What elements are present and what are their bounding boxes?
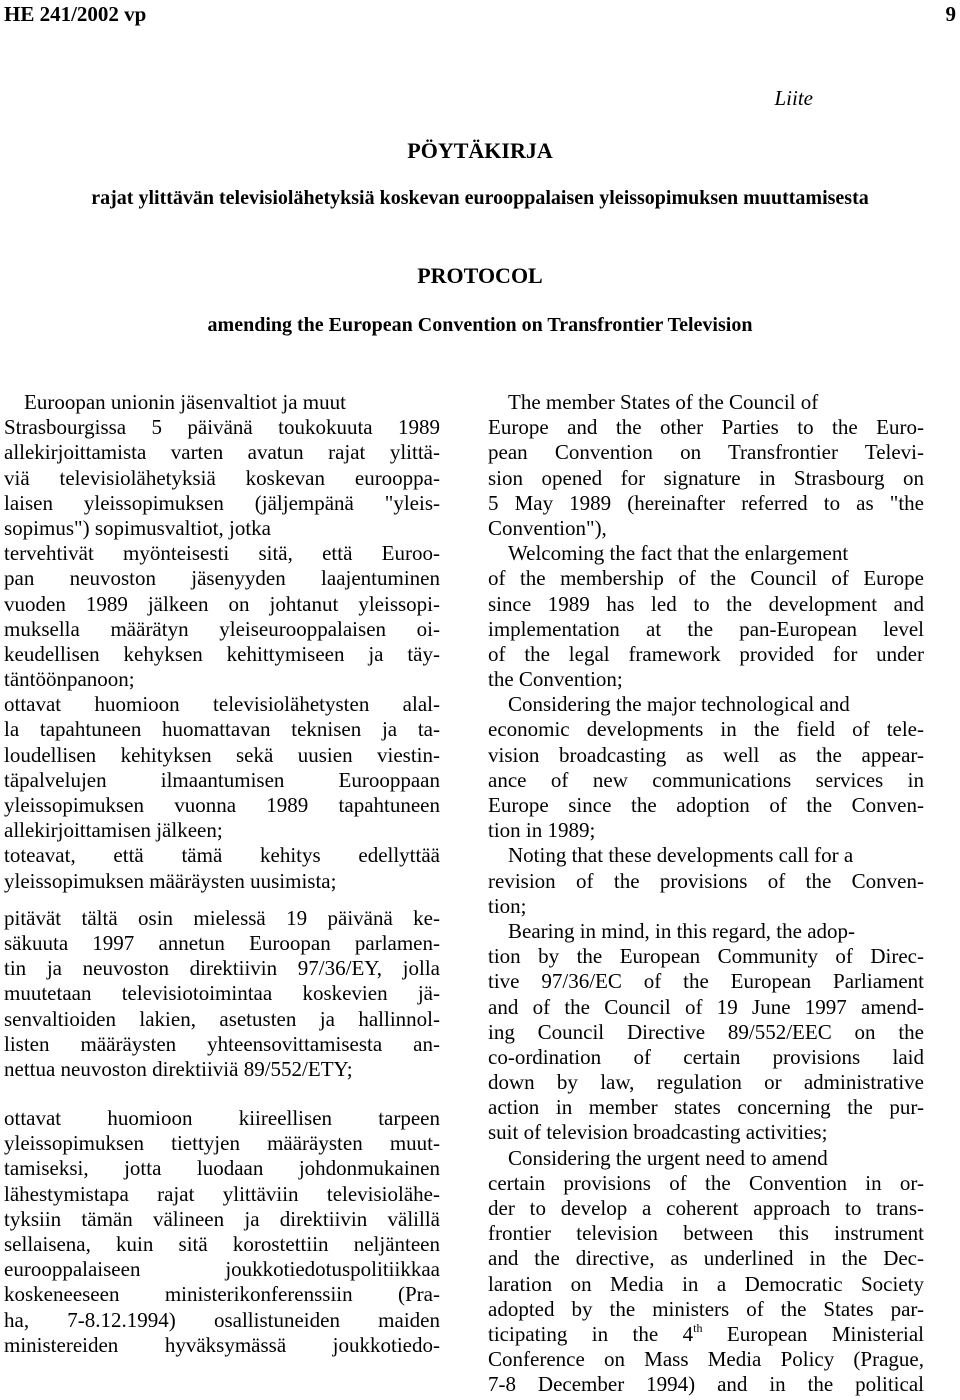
text-line: Welcoming the fact that the enlargement <box>508 541 849 566</box>
text-line: yleissopimuksen tiettyjen määräysten muut- <box>4 1131 440 1156</box>
text-line: loudellisen kehityksen sekä uusien viestin- <box>4 742 440 767</box>
text-line: senvaltioiden lakien, asetusten ja hallinnol- <box>4 1006 440 1031</box>
text-line: säkuuta 1997 annetun Euroopan parlamen- <box>4 930 440 955</box>
text-line: adopted by the ministers of the States par- <box>488 1296 924 1321</box>
text-line: the Convention; <box>488 667 623 692</box>
text-line: of the legal framework provided for under <box>488 641 924 666</box>
text-line: täntöönpanoon; <box>4 667 135 692</box>
text-line: The member States of the Council of <box>508 390 819 414</box>
text-line: since 1989 has led to the development and <box>488 591 924 616</box>
text-line: muutetaan televisiotoimintaa koskevien jä- <box>4 981 440 1006</box>
english-subtitle: amending the European Convention on Transfrontier Television <box>207 314 753 336</box>
text-line: certain provisions of the Convention in or- <box>488 1170 924 1195</box>
text-line: tyksiin tämän välineen ja direktiivin välillä <box>4 1206 440 1231</box>
english-text-column <box>488 390 924 1398</box>
text-line: sellaisena, kuin sitä korostettiin neljänteen <box>4 1232 440 1256</box>
text-line: Conference on Mass Media Policy (Prague, <box>488 1347 924 1372</box>
annex-label: Liite <box>774 86 813 110</box>
text-line: ance of new communications services in <box>488 767 924 792</box>
text-line: and the directive, as underlined in the Dec- <box>488 1246 924 1271</box>
text-line: tive 97/36/EC of the European Parliament <box>488 969 924 994</box>
text-line: Considering the urgent need to amend <box>508 1145 828 1170</box>
ordinal-superscript: th <box>693 1320 703 1335</box>
text-line: tamiseksi, jotta luodaan johdonmukainen <box>4 1156 440 1181</box>
text-line: Europe since the adoption of the Conven- <box>488 793 924 817</box>
text-line: sion opened for signature in Strasbourg on <box>488 465 924 490</box>
text-line: pean Convention on Transfrontier Televi- <box>488 440 924 465</box>
text-line: vision broadcasting as well as the appear- <box>488 742 924 767</box>
text-line: Bearing in mind, in this regard, the adop- <box>508 918 856 943</box>
text-line: action in member states concerning the pur- <box>488 1095 924 1120</box>
text-line: listen määräysten yhteensovittamisesta an- <box>4 1031 440 1056</box>
text-line: laration on Media in a Democratic Society <box>488 1271 924 1296</box>
text-line: and of the Council of 19 June 1997 amend- <box>488 994 924 1019</box>
text-line: toteavat, että tämä kehitys edellyttää <box>4 843 440 868</box>
text-line <box>488 1322 924 1347</box>
text-line: down by law, regulation or administrative <box>488 1070 924 1095</box>
finnish-text-column <box>4 390 440 1358</box>
text-line: ing Council Directive 89/552/EEC on the <box>488 1019 924 1044</box>
text-line: Noting that these developments call for a <box>508 843 854 868</box>
text-line: Europe and the other Parties to the Euro- <box>488 415 924 440</box>
text-line: allekirjoittamisen jälkeen; <box>4 818 223 843</box>
text-line: Strasbourgissa 5 päivänä toukokuuta 1989 <box>4 415 440 440</box>
text-line: sopimus") sopimusvaltiot, jotka <box>4 515 271 540</box>
text-line: ottavat huomioon televisiolähetysten alal- <box>4 692 440 717</box>
text-line: ottavat huomioon kiireellisen tarpeen <box>4 1106 440 1131</box>
text-line: laisen yleissopimuksen (jäljempänä "yleis- <box>4 490 440 515</box>
text-line: ministereiden hyväksymässä joukkotiedo- <box>4 1332 440 1357</box>
english-title: PROTOCOL <box>417 263 543 288</box>
text-line: Euroopan unionin jäsenvaltiot ja muut <box>24 390 346 414</box>
text-fragment: ticipating in the 4 <box>488 1321 694 1346</box>
text-line: yleissopimuksen vuonna 1989 tapahtuneen <box>4 793 440 817</box>
document-code: HE 241/2002 vp <box>4 2 147 26</box>
text-line: tion by the European Community of Direc- <box>488 944 924 969</box>
paragraph-gap <box>4 894 440 906</box>
text-line: Convention"), <box>488 515 607 540</box>
paragraph-gap <box>4 1082 440 1094</box>
finnish-title: PÖYTÄKIRJA <box>407 138 553 163</box>
text-line: tin ja neuvoston direktiivin 97/36/EY, jolla <box>4 956 440 981</box>
text-line: viä televisiolähetyksiä koskevan eurooppa- <box>4 465 440 490</box>
text-line: vuoden 1989 jälkeen on johtanut yleissopi- <box>4 591 440 616</box>
text-line: täpalvelujen ilmaantumisen Eurooppaan <box>4 767 440 792</box>
text-line: pitävät tältä osin mielessä 19 päivänä ke- <box>4 905 440 930</box>
text-line: la tapahtuneen huomattavan teknisen ja ta- <box>4 717 440 742</box>
text-line: pan neuvoston jäsenyyden laajentuminen <box>4 566 440 591</box>
text-line: lähestymistapa rajat ylittäviin televisiolähe- <box>4 1181 440 1206</box>
text-line: tervehtivät myönteisesti sitä, että Euroo- <box>4 541 440 566</box>
text-line: allekirjoittamista varten avatun rajat ylittä- <box>4 440 440 465</box>
text-line: suit of television broadcasting activities; <box>488 1120 828 1145</box>
text-line: tion in 1989; <box>488 818 596 843</box>
text-fragment: European Ministerial <box>702 1321 924 1346</box>
text-line: Considering the major technological and <box>508 692 850 717</box>
text-line: nettua neuvoston direktiiviä 89/552/ETY; <box>4 1056 353 1081</box>
page-number: 9 <box>945 2 956 26</box>
text-line: tion; <box>488 893 527 918</box>
paragraph-gap <box>4 1094 440 1106</box>
text-line: implementation at the pan-European level <box>488 616 924 641</box>
text-line: ha, 7-8.12.1994) osallistuneiden maiden <box>4 1307 440 1332</box>
text-line: frontier television between this instrument <box>488 1221 924 1246</box>
text-line: of the membership of the Council of Europe <box>488 566 924 591</box>
text-line: koskeneeseen ministerikonferenssiin (Pra- <box>4 1282 440 1307</box>
text-line: muksella määrätyn yleiseurooppalaisen oi- <box>4 616 440 641</box>
text-line: 5 May 1989 (hereinafter referred to as "the <box>488 490 924 515</box>
finnish-subtitle: rajat ylittävän televisiolähetyksiä koskevan eurooppalaisen yleissopimuksen muuttamisesta <box>91 187 869 209</box>
text-line: co-ordination of certain provisions laid <box>488 1044 924 1069</box>
text-line: yleissopimuksen määräysten uusimista; <box>4 868 337 893</box>
text-line: keudellisen kehyksen kehittymiseen ja täy- <box>4 641 440 666</box>
text-line: revision of the provisions of the Conven- <box>488 868 924 893</box>
text-line: der to develop a coherent approach to trans- <box>488 1196 924 1220</box>
text-line: economic developments in the field of tele- <box>488 717 924 742</box>
text-line: eurooppalaiseen joukkotiedotuspolitiikkaa <box>4 1257 440 1282</box>
text-line: 7-8 December 1994) and in the political <box>488 1372 924 1397</box>
